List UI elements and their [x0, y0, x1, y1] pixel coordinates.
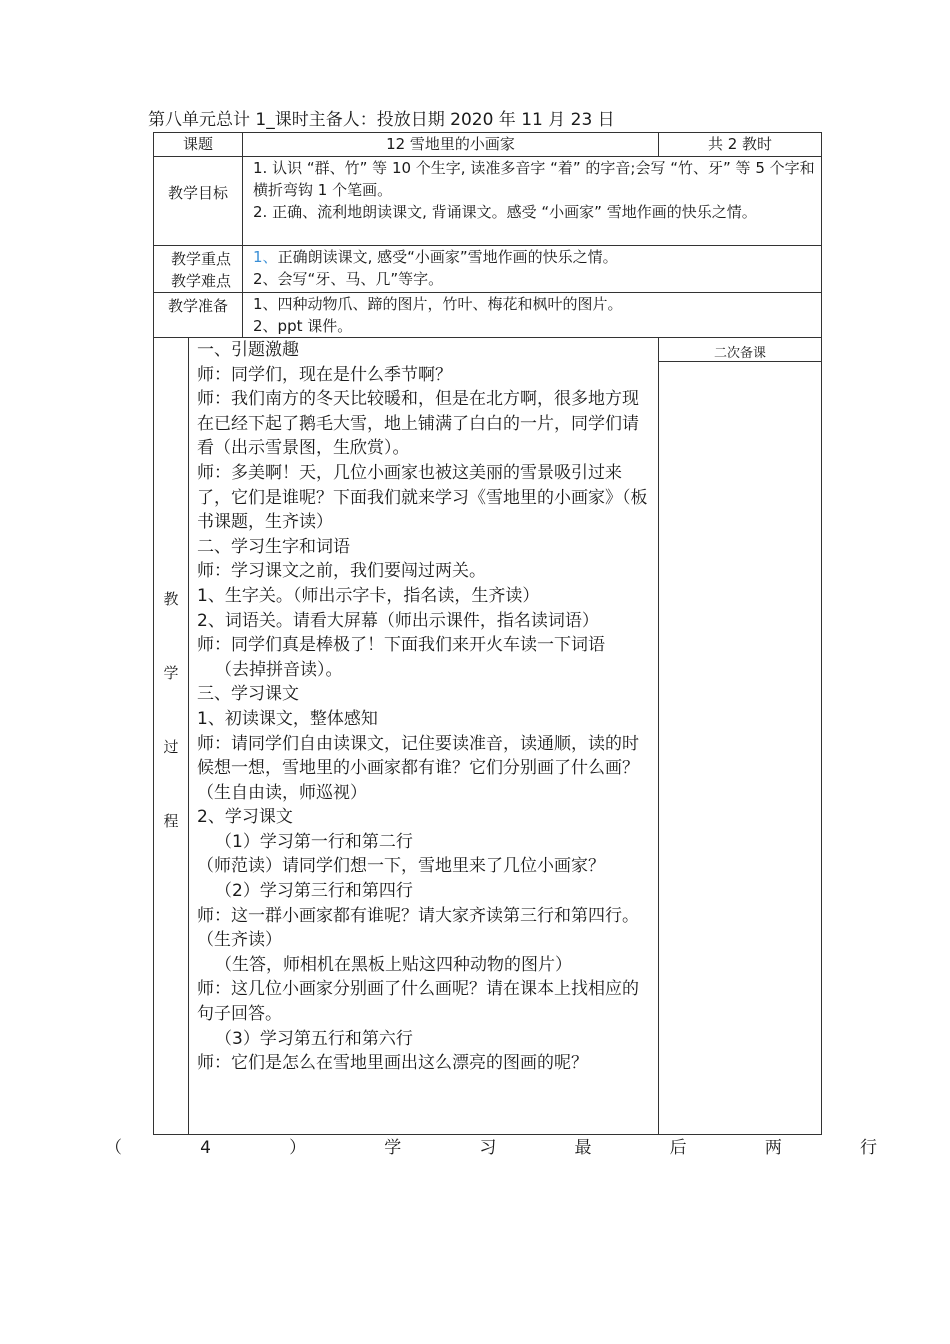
goals-label: 教学目标 — [154, 157, 243, 246]
process-line: （生答，师相机在黑板上贴这四种动物的图片） — [215, 954, 572, 975]
process-line: 师：这几位小画家分别画了什么画呢？请在课本上找相应的句子回答。 — [197, 979, 639, 1025]
period-count: 共 2 教时 — [659, 133, 822, 157]
process-label — [154, 338, 189, 1135]
footer-char: 习 — [479, 1138, 497, 1158]
key-label: 教学重点 — [171, 250, 232, 268]
lesson-title: 12 雪地里的小画家 — [243, 133, 659, 157]
footer-char: 学 — [384, 1138, 402, 1158]
process-label-char: 教 — [163, 590, 179, 608]
goal-item: 1. 认识 “群、竹” 等 10 个生字, 读准多音字 “着” 的字音;会写 “竹、牙” 等 5 个字和横折弯钩 1 个笔画。 — [253, 159, 815, 199]
process-line: （师范读）请同学们想一下，雪地里来了几位小画家？ — [197, 856, 605, 877]
process-label-char: 过 — [163, 738, 179, 756]
footer-char: 行 — [859, 1138, 877, 1158]
difficulty-point: 2、会写“牙、马、几”等字。 — [253, 270, 444, 288]
title-row — [154, 133, 822, 157]
title-label: 课题 — [154, 133, 243, 157]
goals-content — [243, 157, 822, 246]
process-line: 师：学习课文之前，我们要闯过两关。 — [197, 561, 486, 582]
difficulty-label: 教学难点 — [171, 272, 232, 290]
footer-char: 后 — [669, 1138, 687, 1158]
process-row — [154, 338, 822, 1135]
footer-char: 最 — [574, 1138, 592, 1158]
goals-row — [154, 157, 822, 246]
process-line: （3）学习第五行和第六行 — [215, 1028, 413, 1049]
prep-item: 2、ppt 课件。 — [253, 317, 353, 335]
prep-label: 教学准备 — [154, 293, 243, 338]
process-label-char: 学 — [163, 664, 179, 682]
process-label-char: 程 — [163, 812, 179, 830]
second-prep-label: 二次备课 — [659, 338, 821, 362]
key-point: 1、正确朗读课文, 感受“小画家”雪地作画的快乐之情。 — [253, 248, 618, 266]
footer-char: 两 — [764, 1138, 782, 1158]
process-line: 师：请同学们自由读课文，记住要读准音，读通顺，读的时候想一想，雪地里的小画家都有谁？它们分别画了什么画？（生自由读，师巡视） — [197, 733, 639, 803]
process-line: 师：同学们，现在是什么季节啊？ — [197, 364, 452, 385]
key-difficulty-label — [154, 246, 243, 293]
key-points-row — [154, 246, 822, 293]
key-difficulty-content — [243, 246, 822, 293]
footer-char: （ — [105, 1138, 122, 1158]
prep-item: 1、四种动物爪、蹄的图片，竹叶、梅花和枫叶的图片。 — [253, 295, 623, 313]
process-line: 二、学习生字和词语 — [197, 536, 350, 557]
second-prep-column — [659, 338, 822, 1135]
footer-continuation — [105, 1137, 877, 1159]
process-line: 1、初读课文，整体感知 — [197, 708, 378, 729]
process-line: 2、词语关。请看大屏幕（师出示课件，指名读词语） — [197, 610, 599, 631]
process-line: （1）学习第一行和第二行 — [215, 831, 413, 852]
footer-char: ） — [289, 1138, 307, 1158]
process-line: 三、学习课文 — [197, 684, 299, 705]
document-header: 第八单元总计 1_课时主备人：投放日期 2020 年 11 月 23 日 — [148, 110, 615, 130]
process-line: （去掉拼音读）。 — [215, 659, 343, 680]
prep-row — [154, 293, 822, 338]
process-line: 师：这一群小画家都有谁呢？请大家齐读第三行和第四行。（生齐读） — [197, 905, 639, 951]
lesson-plan-table — [153, 132, 822, 1135]
goal-item: 2. 正确、流利地朗读课文, 背诵课文。感受 “小画家” 雪地作画的快乐之情。 — [253, 203, 757, 221]
process-line: 师：我们南方的冬天比较暖和，但是在北方啊，很多地方现在已经下起了鹅毛大雪，地上铺满了白白的一片，同学们请看（出示雪景图，生欣赏）。 — [197, 389, 639, 459]
process-content — [189, 338, 659, 1135]
process-line: 2、学习课文 — [197, 807, 293, 828]
process-line: 1、生字关。（师出示字卡，指名读，生齐读） — [197, 585, 540, 606]
process-line: 一、引题激趣 — [197, 340, 299, 360]
process-line: 师：它们是怎么在雪地里画出这么漂亮的图画的呢？ — [197, 1053, 588, 1074]
process-line: （2）学习第三行和第四行 — [215, 881, 413, 902]
prep-content — [243, 293, 822, 338]
process-line: 师：多美啊！天，几位小画家也被这美丽的雪景吸引过来了，它们是谁呢？下面我们就来学习《雪地里的小画家》（板书课题，生齐读） — [197, 462, 648, 533]
footer-char: 4 — [200, 1138, 211, 1158]
process-line: 师：同学们真是棒极了！下面我们来开火车读一下词语 — [197, 635, 605, 656]
